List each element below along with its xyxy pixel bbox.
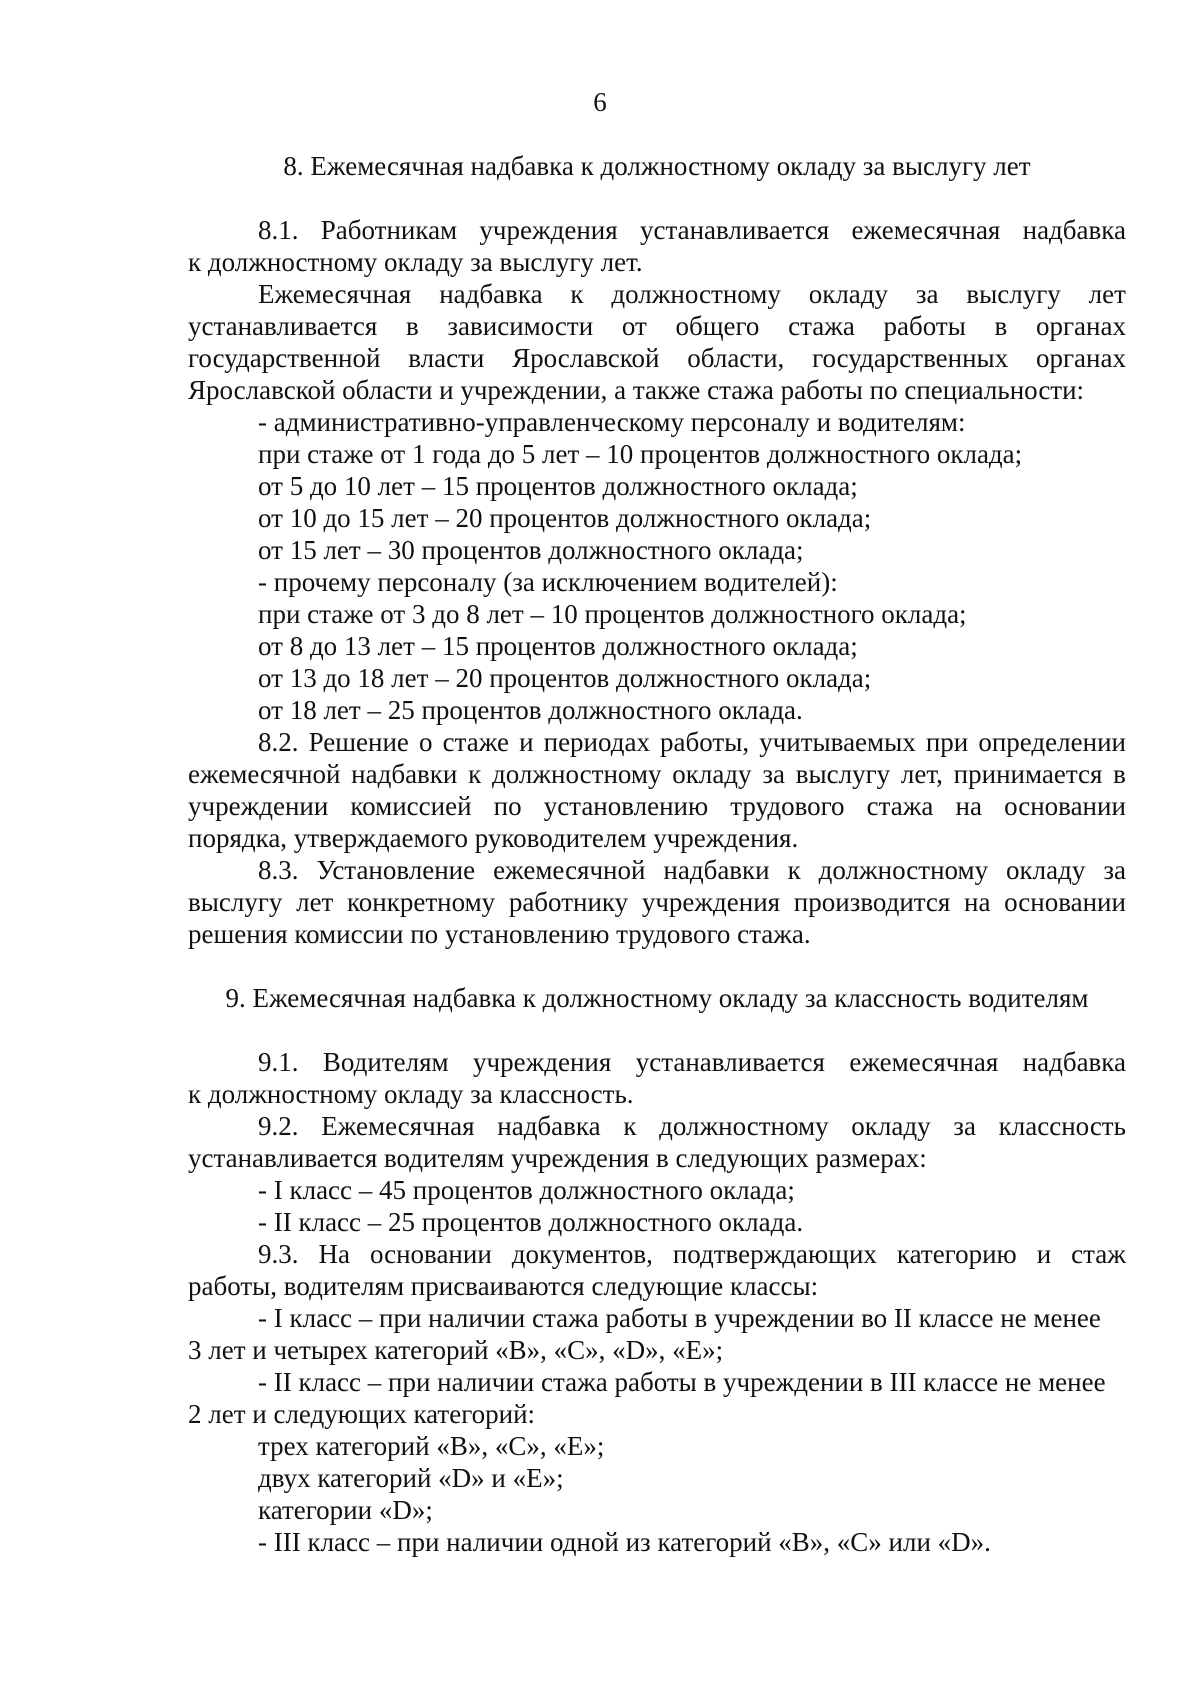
paragraph-8-1b-line-3 bbox=[188, 342, 1126, 374]
list-item: - I класс – 45 процентов должностного оклада; bbox=[258, 1175, 795, 1205]
word: при bbox=[925, 727, 969, 757]
word: надбавка bbox=[439, 279, 543, 309]
paragraph-8-1b-line-2 bbox=[188, 310, 1126, 342]
list-item: от 13 до 18 лет – 20 процентов должностного оклада; bbox=[258, 663, 872, 693]
paragraph-8-1b-line-1 bbox=[188, 278, 1126, 310]
word: органах bbox=[1035, 343, 1126, 373]
list-item: - прочему персоналу (за исключением водителей): bbox=[258, 567, 838, 597]
class-2-line-1: - II класс – при наличии стажа работы в учреждении в III классе не менее bbox=[258, 1367, 1106, 1397]
word: подтверждающих bbox=[672, 1239, 877, 1269]
word: стаж bbox=[1071, 1239, 1126, 1269]
word: должностному bbox=[611, 279, 781, 309]
list-item: - административно-управленческому персоналу и водителям: bbox=[258, 407, 966, 437]
paragraph-8-1b-line-4: Ярославской области и учреждении, а также стажа работы по специальности: bbox=[188, 375, 1085, 405]
word: устанавливается bbox=[188, 311, 378, 341]
word: за bbox=[915, 279, 939, 309]
page-number: 6 bbox=[593, 87, 607, 117]
word: стажа bbox=[788, 311, 855, 341]
word: стажа bbox=[866, 791, 934, 821]
paragraph-9-3-line-2: работы, водителям присваиваются следующие классы: bbox=[188, 1271, 819, 1301]
word: должностному bbox=[659, 1111, 829, 1141]
paragraph-9-2-line-1 bbox=[188, 1110, 1126, 1142]
word: учреждения bbox=[473, 1047, 612, 1077]
class-3-line: - III класс – при наличии одной из категорий «B», «C» или «D». bbox=[258, 1527, 991, 1557]
word: устанавливается bbox=[639, 215, 830, 245]
word: о bbox=[419, 727, 433, 757]
paragraph-8-3-line-1 bbox=[188, 854, 1126, 886]
list-item: от 15 лет – 30 процентов должностного оклада; bbox=[258, 535, 804, 565]
paragraph-8-2-line-3 bbox=[188, 790, 1126, 822]
paragraph-8-3-line-3: решения комиссии по установлению трудового стажа. bbox=[188, 919, 811, 949]
word: периодах bbox=[543, 727, 650, 757]
word: учитываемых bbox=[759, 727, 916, 757]
class-1-line-1: - I класс – при наличии стажа работы в учреждении во II классе не менее bbox=[258, 1303, 1101, 1333]
word: выслугу bbox=[966, 279, 1061, 309]
word: работы bbox=[883, 311, 966, 341]
word: лет bbox=[296, 887, 334, 917]
word: лет, bbox=[900, 759, 943, 789]
word: должностному bbox=[818, 855, 989, 885]
word: надбавка bbox=[497, 1111, 601, 1141]
word: основании bbox=[369, 1239, 492, 1269]
list-item: категории «D»; bbox=[258, 1495, 433, 1525]
word: учреждения bbox=[479, 215, 618, 245]
word: категорию bbox=[896, 1239, 1017, 1269]
list-item: двух категорий «D» и «E»; bbox=[258, 1463, 564, 1493]
paragraph-8-1-line-1 bbox=[188, 214, 1126, 246]
section-8-title: 8. Ежемесячная надбавка к должностному окладу за выслугу лет bbox=[283, 151, 1031, 181]
word: надбавка bbox=[1022, 215, 1126, 245]
word: Установление bbox=[316, 855, 476, 885]
paragraph-9-1-line-1 bbox=[188, 1046, 1126, 1078]
list-item: при стаже от 3 до 8 лет – 10 процентов должностного оклада; bbox=[258, 599, 967, 629]
paragraph-8-3-line-2 bbox=[188, 886, 1126, 918]
word: к bbox=[570, 279, 584, 309]
word: 8.3. bbox=[258, 855, 299, 885]
word: лет bbox=[1088, 279, 1126, 309]
class-1-line-2: 3 лет и четырех категорий «B», «C», «D», «E»; bbox=[188, 1335, 724, 1365]
word: Ежемесячная bbox=[258, 279, 412, 309]
word: работнику bbox=[508, 887, 629, 917]
word: на bbox=[964, 887, 991, 917]
list-item: трех категорий «B», «C», «E»; bbox=[258, 1431, 605, 1461]
word: принимается bbox=[953, 759, 1103, 789]
word: надбавки bbox=[351, 759, 458, 789]
list-item: от 18 лет – 25 процентов должностного оклада. bbox=[258, 695, 803, 725]
paragraph-8-2-line-4: порядка, утверждаемого руководителем учреждения. bbox=[188, 823, 799, 853]
word: Водителям bbox=[322, 1047, 449, 1077]
word: окладу bbox=[672, 759, 752, 789]
word: выслугу bbox=[188, 887, 283, 917]
word: ежемесячная bbox=[849, 1047, 999, 1077]
word: производится bbox=[793, 887, 951, 917]
list-item: - II класс – 25 процентов должностного оклада. bbox=[258, 1207, 804, 1237]
word: окладу bbox=[1006, 855, 1086, 885]
word: окладу bbox=[808, 279, 889, 309]
word: к bbox=[468, 759, 482, 789]
word: общего bbox=[675, 311, 760, 341]
word: документов, bbox=[511, 1239, 653, 1269]
word: должностному bbox=[492, 759, 662, 789]
word: зависимости bbox=[447, 311, 594, 341]
paragraph-8-1-line-2: к должностному окладу за выслугу лет. bbox=[188, 247, 643, 277]
word: устанавливается bbox=[635, 1047, 825, 1077]
word: Работникам bbox=[320, 215, 458, 245]
word: власти bbox=[408, 343, 485, 373]
paragraph-9-2-line-2: устанавливается водителям учреждения в следующих размерах: bbox=[188, 1143, 927, 1173]
word: надбавки bbox=[663, 855, 770, 885]
word: окладу bbox=[851, 1111, 931, 1141]
word: от bbox=[621, 311, 647, 341]
word: надбавка bbox=[1022, 1047, 1126, 1077]
word: ежемесячной bbox=[188, 759, 341, 789]
word: ежемесячной bbox=[493, 855, 646, 885]
word: и bbox=[1036, 1239, 1052, 1269]
word: учреждения bbox=[641, 887, 781, 917]
word: за bbox=[953, 1111, 976, 1141]
list-item: от 10 до 15 лет – 20 процентов должностного оклада; bbox=[258, 503, 872, 533]
word: основании bbox=[1004, 791, 1126, 821]
word: к bbox=[623, 1111, 637, 1141]
word: в bbox=[994, 311, 1008, 341]
word: и bbox=[519, 727, 534, 757]
paragraph-9-1-line-2: к должностному окладу за классность. bbox=[188, 1079, 634, 1109]
section-9-title: 9. Ежемесячная надбавка к должностному окладу за классность водителям bbox=[225, 983, 1089, 1013]
word: области, bbox=[687, 343, 785, 373]
word: в bbox=[405, 311, 419, 341]
word: основании bbox=[1004, 887, 1126, 917]
word: на bbox=[955, 791, 982, 821]
class-2-line-2: 2 лет и следующих категорий: bbox=[188, 1399, 536, 1429]
word: работы, bbox=[660, 727, 750, 757]
word: 9.2. bbox=[258, 1111, 299, 1141]
word: трудового bbox=[730, 791, 845, 821]
word: Решение bbox=[308, 727, 409, 757]
word: за bbox=[762, 759, 785, 789]
list-item: от 8 до 13 лет – 15 процентов должностного оклада; bbox=[258, 631, 858, 661]
paragraph-8-2-line-1 bbox=[188, 726, 1126, 758]
word: 9.3. bbox=[258, 1239, 299, 1269]
word: установлению bbox=[543, 791, 709, 821]
word: конкретному bbox=[347, 887, 496, 917]
word: к bbox=[787, 855, 801, 885]
paragraph-9-3-line-1 bbox=[188, 1238, 1126, 1270]
paragraph-8-2-line-2 bbox=[188, 758, 1126, 790]
word: за bbox=[1103, 855, 1126, 885]
word: по bbox=[493, 791, 522, 821]
word: классность bbox=[998, 1111, 1126, 1141]
word: выслугу bbox=[795, 759, 891, 789]
word: 9.1. bbox=[258, 1047, 299, 1077]
word: в bbox=[1113, 759, 1126, 789]
word: органах bbox=[1035, 311, 1126, 341]
list-item: от 5 до 10 лет – 15 процентов должностного оклада; bbox=[258, 471, 858, 501]
document-body bbox=[188, 150, 1126, 1558]
word: ежемесячная bbox=[851, 215, 1001, 245]
word: определении bbox=[978, 727, 1126, 757]
word: комиссией bbox=[350, 791, 472, 821]
word: государственных bbox=[812, 343, 1009, 373]
word: На bbox=[318, 1239, 350, 1269]
word: стаже bbox=[442, 727, 509, 757]
word: учреждении bbox=[188, 791, 329, 821]
word: Ежемесячная bbox=[321, 1111, 475, 1141]
list-item: при стаже от 1 года до 5 лет – 10 процентов должностного оклада; bbox=[258, 439, 1023, 469]
word: 8.2. bbox=[258, 727, 299, 757]
word: Ярославской bbox=[512, 343, 660, 373]
word: государственной bbox=[188, 343, 381, 373]
word: 8.1. bbox=[258, 215, 299, 245]
